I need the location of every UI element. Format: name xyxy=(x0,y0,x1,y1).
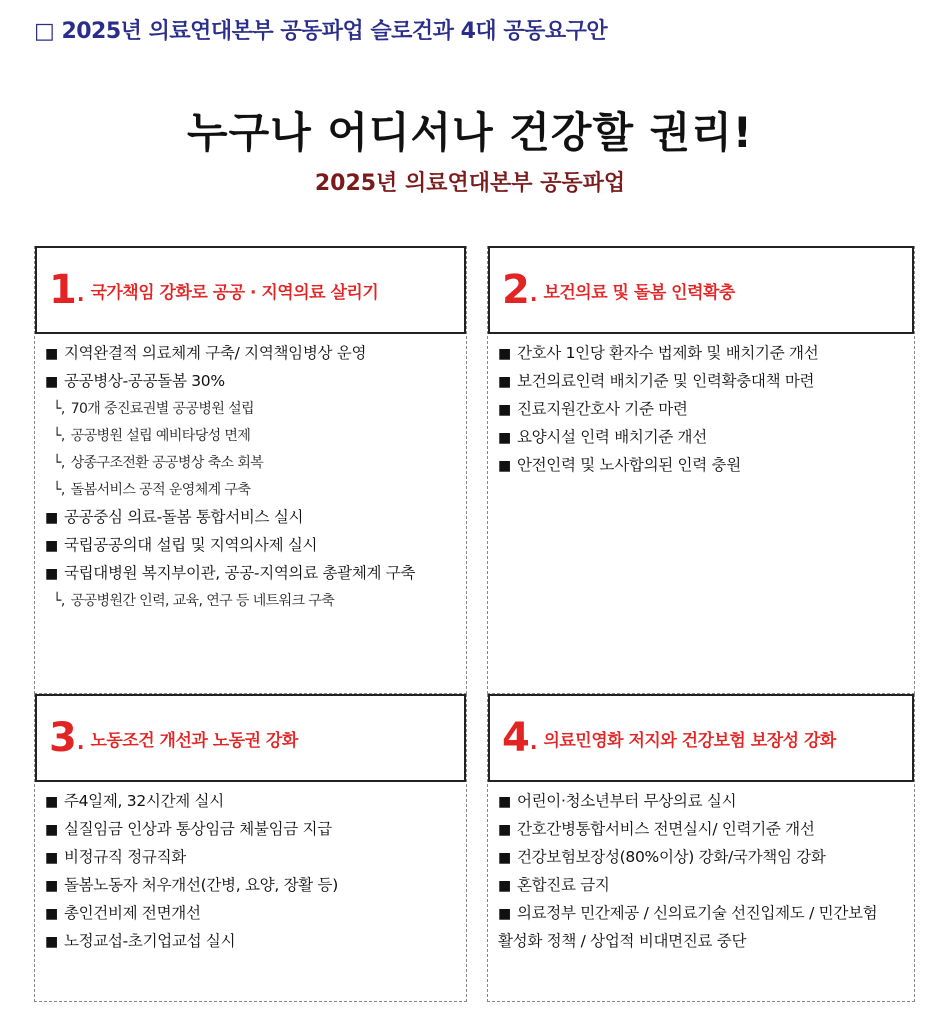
sub-arrow-icon: └, xyxy=(53,482,65,498)
section-number: 1 xyxy=(49,267,77,313)
list-item: ■ 국립대병원 복지부이관, 공공-지역의료 총괄체계 구축 xyxy=(45,564,416,582)
section-3-header xyxy=(35,694,466,782)
list-item: ■ 지역완결적 의료체계 구축/ 지역책임병상 운영 xyxy=(45,344,367,362)
sub-list-item: └, 70개 중진료권별 공공병원 설립 xyxy=(53,401,254,417)
list-item: ■ 공공중심 의료-돌봄 통합서비스 실시 xyxy=(45,508,304,526)
section-title: 의료민영화 저지와 건강보험 보장성 강화 xyxy=(543,730,836,751)
section-2-panel xyxy=(487,246,915,694)
section-title: 국가책임 강화로 공공 · 지역의료 살리기 xyxy=(90,282,379,303)
list-item: ■ 국립공공의대 설립 및 지역의사제 실시 xyxy=(45,536,318,554)
section-number-dot: . xyxy=(529,282,538,306)
sub-arrow-icon: └, xyxy=(53,428,65,444)
list-item: ■ 돌봄노동자 처우개선(간병, 요양, 장활 등) xyxy=(45,876,338,894)
sub-list-item: └, 공공병원간 인력, 교육, 연구 등 네트워크 구축 xyxy=(53,593,335,609)
square-bullet-icon: ■ xyxy=(45,906,58,922)
list-item: ■ 비정규직 정규직화 xyxy=(45,848,186,866)
section-3-panel xyxy=(34,694,467,1002)
section-number-dot: . xyxy=(529,730,538,754)
list-item: ■ 간호사 1인당 환자수 법제화 및 배치기준 개선 xyxy=(498,344,819,362)
section-1-items xyxy=(35,340,466,615)
square-bullet-icon: ■ xyxy=(45,850,58,866)
square-bullet-icon: ■ xyxy=(498,374,511,390)
section-title: 보건의료 및 돌봄 인력확충 xyxy=(543,282,735,303)
section-number: 2 xyxy=(502,267,530,313)
section-1-header xyxy=(35,246,466,334)
square-bullet-icon: ■ xyxy=(45,794,58,810)
square-bullet-icon: ■ xyxy=(498,794,511,810)
section-2-header xyxy=(488,246,914,334)
square-bullet-icon: ■ xyxy=(45,878,58,894)
square-bullet-icon: ■ xyxy=(498,346,511,362)
list-item: ■ 보건의료인력 배치기준 및 인력확충대책 마련 xyxy=(498,372,815,390)
sub-arrow-icon: └, xyxy=(53,593,65,609)
square-bullet-icon: ■ xyxy=(45,374,58,390)
list-item: ■ 진료지원간호사 기준 마련 xyxy=(498,400,688,418)
list-item: ■ 의료정부 민간제공 / 신의료기술 선진입제도 / 민간보험 활성화 정책 / 상업적 비대면진료 중단 xyxy=(498,904,878,950)
section-number-dot: . xyxy=(76,730,85,754)
sub-title: 2025년 의료연대본부 공동파업 xyxy=(314,171,626,196)
list-item: ■ 안전인력 및 노사합의된 인력 충원 xyxy=(498,456,741,474)
list-item: ■ 간호간병통합서비스 전면실시/ 인력기준 개선 xyxy=(498,820,815,838)
square-bullet-icon: ■ xyxy=(498,906,511,922)
list-item: ■ 공공병상-공공돌봄 30% xyxy=(45,372,225,390)
list-item: ■ 요양시설 인력 배치기준 개선 xyxy=(498,428,707,446)
square-bullet-icon: ■ xyxy=(498,822,511,838)
square-bullet-icon: ■ xyxy=(45,934,58,950)
square-bullet-icon: ■ xyxy=(45,538,58,554)
section-4-items xyxy=(488,788,914,955)
main-title: 누구나 어디서나 건강할 권리! xyxy=(187,108,753,157)
sub-list-item: └, 돌봄서비스 공적 운영체계 구축 xyxy=(53,482,251,498)
square-bullet-icon: ■ xyxy=(45,346,58,362)
list-item: ■ 어린이·청소년부터 무상의료 실시 xyxy=(498,792,737,810)
square-bullet-icon: ■ xyxy=(45,822,58,838)
sub-arrow-icon: └, xyxy=(53,401,65,417)
square-bullet-icon: ■ xyxy=(498,850,511,866)
section-4-panel xyxy=(487,694,915,1002)
square-bullet-icon: ■ xyxy=(45,510,58,526)
square-bullet-icon: ■ xyxy=(498,458,511,474)
square-bullet-icon: ■ xyxy=(45,566,58,582)
sub-list-item: └, 공공병원 설립 예비타당성 면제 xyxy=(53,428,251,444)
sub-arrow-icon: └, xyxy=(53,455,65,471)
square-bullet-icon: ■ xyxy=(498,430,511,446)
sub-list-item: └, 상종구조전환 공공병상 축소 회복 xyxy=(53,455,264,471)
list-item: ■ 혼합진료 금지 xyxy=(498,876,610,894)
section-4-header xyxy=(488,694,914,782)
section-title: 노동조건 개선과 노동권 강화 xyxy=(90,730,298,751)
section-3-items xyxy=(35,788,466,956)
section-1-panel xyxy=(34,246,467,694)
square-bullet-icon: ■ xyxy=(498,878,511,894)
list-item: ■ 노정교섭-초기업교섭 실시 xyxy=(45,932,236,950)
section-2-items xyxy=(488,340,914,480)
list-item: ■ 실질임금 인상과 통상임금 체불임금 지급 xyxy=(45,820,332,838)
list-item: ■ 건강보험보장성(80%이상) 강화/국가책임 강화 xyxy=(498,848,826,866)
section-number-dot: . xyxy=(76,282,85,306)
document-heading: □ 2025년 의료연대본부 공동파업 슬로건과 4대 공동요구안 xyxy=(34,19,608,44)
section-number: 4 xyxy=(502,715,530,761)
square-bullet-icon: ■ xyxy=(498,402,511,418)
list-item: ■ 총인건비제 전면개선 xyxy=(45,904,201,922)
list-item: ■ 주4일제, 32시간제 실시 xyxy=(45,792,224,810)
section-number: 3 xyxy=(49,715,77,761)
